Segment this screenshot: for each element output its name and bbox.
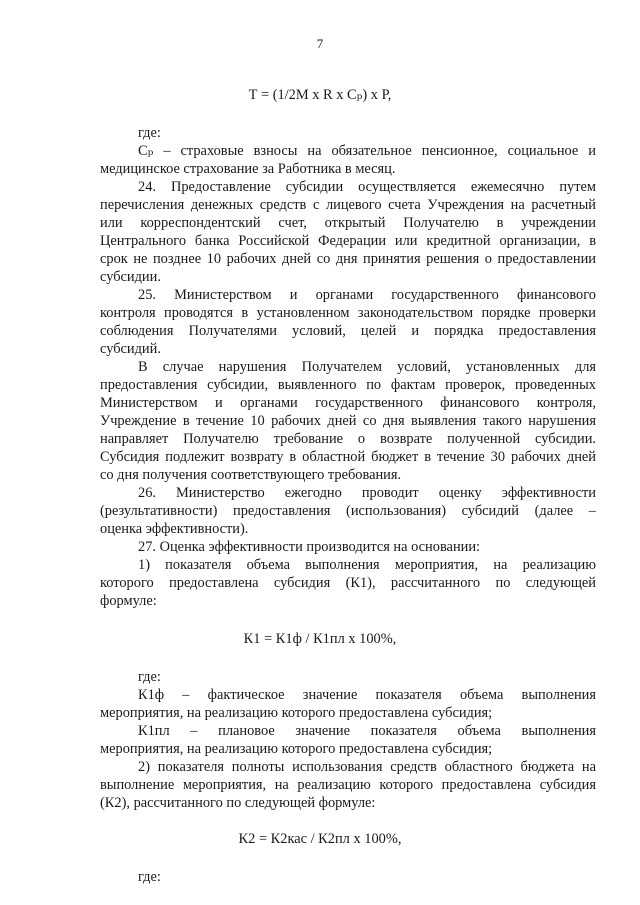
text-line: К1 = К1ф / К1пл х 100%,: [243, 631, 397, 647]
text-line: К1пл – плановое значение показателя объема выполнения: [138, 723, 596, 739]
text-line: выполнение мероприятия, на реализацию которого предоставлена субсидия: [100, 777, 596, 793]
text-line: 2) показателя полноты использования средств областного бюджета на: [138, 759, 596, 775]
text-line: Субсидия подлежит возврату в областной бюджет в течение 30 рабочих дней: [100, 449, 596, 465]
text-line: Т = (1/2М х R х Сₚ) х Р,: [248, 87, 392, 103]
text-line: 26. Министерство ежегодно проводит оценку эффективности: [138, 485, 596, 501]
text-line: мероприятия, на реализацию которого предоставлена субсидия;: [100, 741, 493, 757]
text-line: 24. Предоставление субсидии осуществляется ежемесячно путем: [138, 179, 596, 195]
text-line: или корреспондентский счет, открытый Получателю в учреждении: [100, 215, 596, 231]
text-line: Сₚ – страховые взносы на обязательное пенсионное, социальное и: [138, 143, 596, 159]
text-line: (К2), рассчитанного по следующей формуле:: [100, 795, 376, 811]
text-line: срок не позднее 10 рабочих дней со дня принятия решения о предоставлении: [100, 251, 596, 267]
text-line: (результативности) предоставления (использования) субсидий (далее –: [100, 503, 596, 519]
text-line: предоставления субсидии, выявленного по фактам проверок, проведенных: [100, 377, 596, 393]
text-line: 25. Министерством и органами государственного финансового: [138, 287, 596, 303]
text-line: 1) показателя объема выполнения мероприятия, на реализацию: [138, 557, 596, 573]
text-line: перечисления денежных средств с лицевого счета Учреждения на расчетный: [100, 197, 596, 213]
text-line: со дня получения соответствующего требования.: [100, 467, 402, 483]
text-line: где:: [138, 869, 161, 885]
text-line: которого предоставлена субсидия (К1), рассчитанного по следующей: [100, 575, 596, 591]
text-line: Учреждение в течение 10 рабочих дней со дня выявления такого нарушения: [100, 413, 596, 429]
text-line: К2 = К2кас / К2пл х 100%,: [238, 831, 402, 847]
text-line: где:: [138, 669, 161, 685]
text-line: субсидии.: [100, 269, 161, 285]
text-line: формуле:: [100, 593, 157, 609]
text-line: направляет Получателю требование о возврате полученной субсидии.: [100, 431, 596, 447]
text-line: где:: [138, 125, 161, 141]
text-line: Министерством и органами государственного финансового контроля,: [100, 395, 596, 411]
text-line: медицинское страхование за Работника в месяц.: [100, 161, 396, 177]
text-line: Центрального банка Российской Федерации или кредитной организации, в: [100, 233, 596, 249]
page-number: 7: [316, 36, 324, 51]
text-line: К1ф – фактическое значение показателя объема выполнения: [138, 687, 596, 703]
text-line: соблюдения Получателями условий, целей и порядка предоставления: [100, 323, 596, 339]
text-line: субсидий.: [100, 341, 161, 357]
text-line: контроля проводятся в установленном законодательством порядке проверки: [100, 305, 596, 321]
text-line: 27. Оценка эффективности производится на основании:: [138, 539, 481, 555]
text-line: оценка эффективности).: [100, 521, 249, 537]
text-line: мероприятия, на реализацию которого предоставлена субсидия;: [100, 705, 493, 721]
text-line: В случае нарушения Получателем условий, установленных для: [138, 359, 596, 375]
